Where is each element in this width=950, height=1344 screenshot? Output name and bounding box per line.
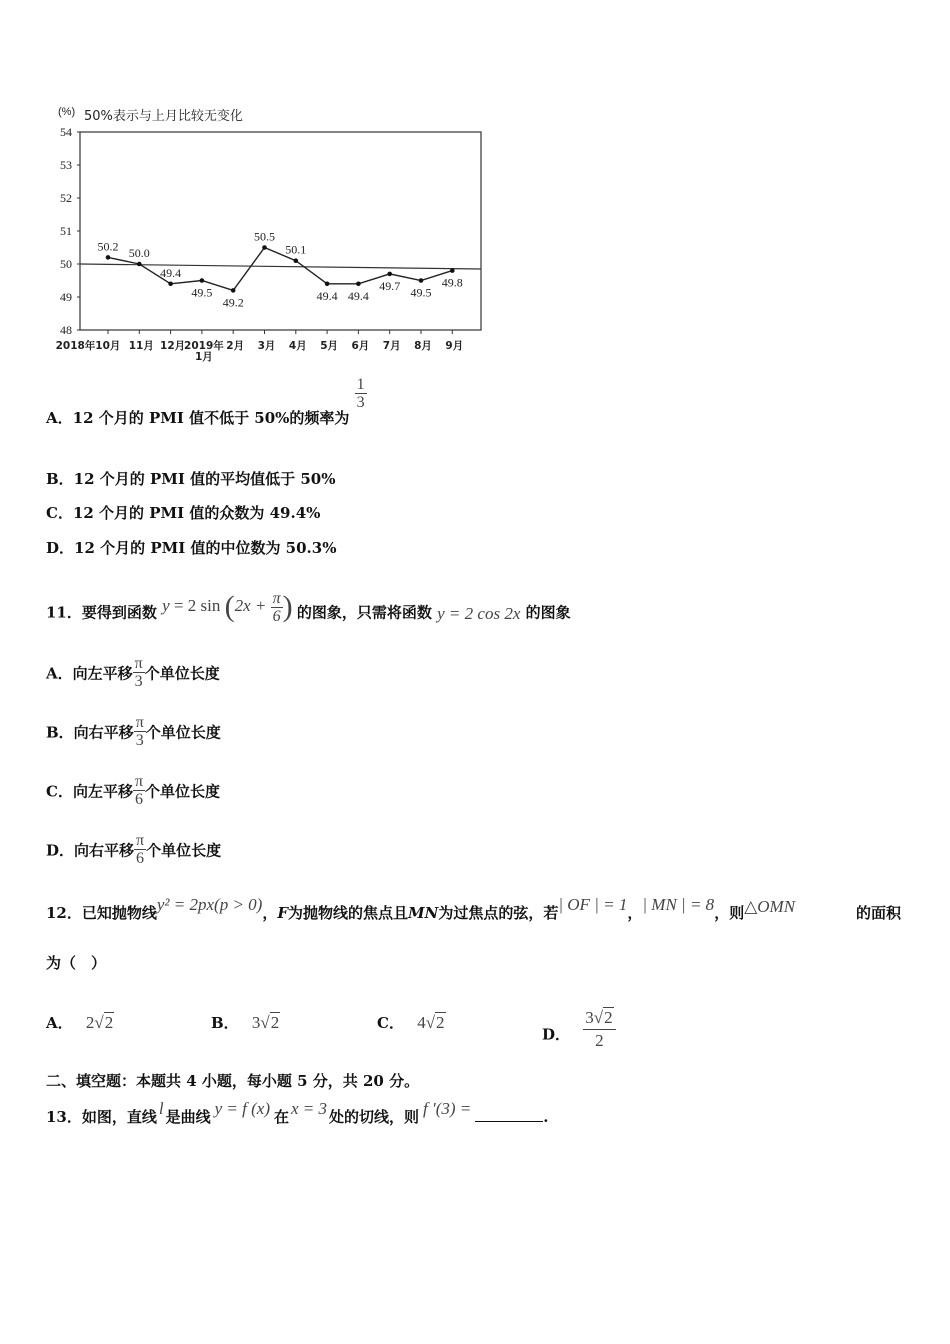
q11-stem-a: 11．要得到函数 [46, 603, 157, 622]
x-tick-label: 11月 [128, 340, 154, 352]
x-tick-label: 9月 [445, 340, 464, 352]
q11-stem [46, 590, 571, 631]
y-tick-label: 53 [60, 158, 72, 172]
data-label: 50.2 [97, 239, 119, 254]
y-tick-label: 50 [60, 257, 72, 271]
fraction-one-third: $\frac{1}{3}$ [356, 375, 365, 411]
data-label: 49.4 [347, 288, 369, 303]
q12-option-b: B． 3√2 [211, 1013, 280, 1032]
y-tick-label: 51 [60, 224, 72, 238]
q11-func2: y = 2 cos 2x [437, 604, 521, 624]
x-tick-label: 1月 [194, 351, 213, 363]
q11-option-c: C．向左平移 $\frac{\pi}{6}$ 个单位长度 [46, 773, 221, 808]
data-label: 50.0 [128, 246, 150, 260]
chart-ylabel: (%) [58, 106, 76, 118]
y-tick-label: 54 [60, 125, 72, 139]
q11-option-a: A．向左平移 $\frac{\pi}{3}$ 个单位长度 [46, 655, 220, 690]
data-label: 49.8 [441, 275, 463, 290]
data-label: 49.4 [160, 265, 182, 280]
y-tick-label: 48 [60, 323, 72, 337]
x-tick-label: 3月 [257, 340, 276, 352]
x-tick-label: 8月 [414, 340, 432, 352]
data-label: 49.7 [379, 278, 401, 293]
x-tick-label: 12月 [160, 340, 186, 352]
x-tick-label: 6月 [351, 340, 370, 352]
data-point [450, 268, 455, 273]
x-tick-label: 5月 [320, 340, 339, 352]
q12-option-a: A． 2√2 [46, 1013, 114, 1032]
q11-stem-c: 的图象 [525, 603, 571, 622]
data-point [231, 288, 236, 293]
q12-stem-g: 为（ ） [46, 954, 107, 972]
y-tick-label: 49 [60, 290, 72, 304]
data-point [325, 282, 330, 287]
x-tick-label: 2月 [226, 340, 245, 352]
q11-func1: y = 2 sin (2x + $\frac{\pi}{6}$ ) [162, 590, 293, 625]
q10-option-c: C．12 个月的 PMI 值的众数为 49.4% [46, 504, 321, 522]
data-label: 50.5 [254, 229, 275, 244]
pmi-line-chart [44, 92, 504, 372]
x-tick-label: 4月 [288, 340, 307, 352]
x-tick-label: 2018年10月 [55, 340, 121, 352]
data-point [356, 282, 361, 287]
q11-stem-b: 的图象，只需将函数 [296, 603, 432, 622]
data-label: 49.5 [410, 285, 432, 300]
x-tick-label: 2019年 [184, 340, 224, 352]
q12-option-d: D． $\frac{3√2}{2}$ [542, 1013, 616, 1058]
q13-answer-blank[interactable] [475, 1107, 543, 1122]
q10-option-a [46, 375, 367, 428]
data-label: 49.2 [222, 295, 244, 310]
data-point [106, 255, 111, 260]
q10-option-d: D．12 个月的 PMI 值的中位数为 50.3% [46, 539, 337, 557]
q12-stem: 12．已知抛物线y² = 2px(p > 0)，F为抛物线的焦点且MN为过焦点的弦，若| OF | = 1，| MN | = 8，则△OMN [46, 895, 796, 922]
q12-option-c: C． 4√2 [377, 1013, 445, 1032]
q13-stem: 13．如图，直线 l 是曲线 y = f (x) 在 x = 3 处的切线，则 f ′(3) = . [46, 1099, 549, 1126]
q12-parabola: y² = 2px(p > 0) [156, 895, 263, 914]
data-label: 49.4 [316, 288, 338, 303]
q10-option-b: B．12 个月的 PMI 值的平均值低于 50% [46, 470, 336, 488]
data-label: 50.1 [285, 242, 307, 257]
data-point [200, 278, 205, 283]
x-tick-label: 7月 [382, 340, 401, 352]
data-point [387, 272, 392, 277]
plot-frame [80, 132, 481, 330]
data-point [262, 245, 267, 250]
data-point [168, 282, 173, 287]
data-point [419, 278, 424, 283]
q11-option-b: B．向右平移 $\frac{\pi}{3}$ 个单位长度 [46, 714, 221, 749]
q12-stem-f: 的面积 [856, 904, 902, 922]
data-point [294, 258, 299, 263]
data-point [137, 262, 142, 267]
section-2-heading: 二、填空题：本题共 4 小题，每小题 5 分，共 20 分。 [46, 1072, 420, 1090]
data-label: 49.5 [191, 285, 213, 300]
chart-title: 50%表示与上月比较无变化 [84, 109, 243, 124]
q11-option-d: D．向右平移 $\frac{\pi}{6}$ 个单位长度 [46, 832, 222, 867]
q10-option-a-text: A．12 个月的 PMI 值不低于 50%的频率为 [46, 409, 350, 427]
y-tick-label: 52 [60, 191, 72, 205]
